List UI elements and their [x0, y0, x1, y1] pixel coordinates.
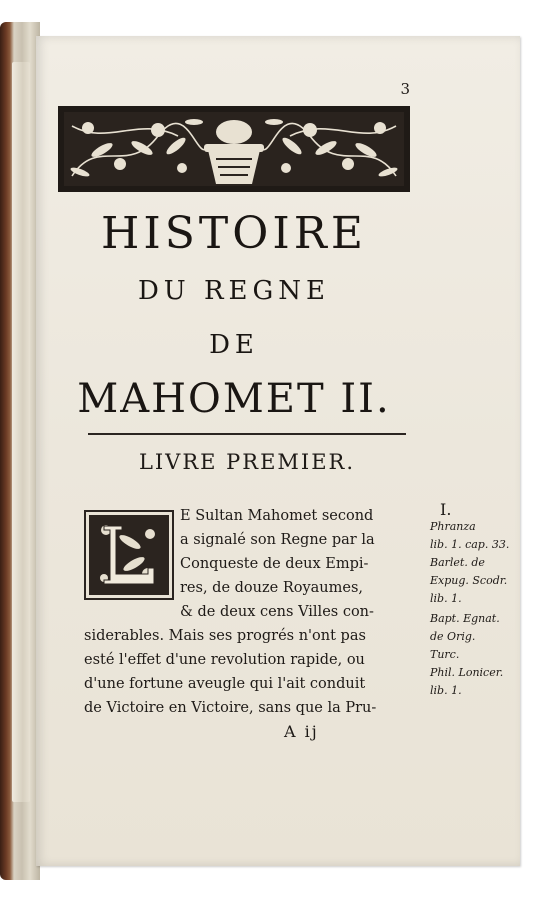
body-line: de Victoire en Victoire, sans que la Pru- — [84, 700, 377, 716]
margin-note: Turc. — [430, 648, 460, 661]
book-spine — [0, 22, 40, 880]
title-rule — [88, 433, 406, 435]
ornamental-dropcap-l — [84, 510, 174, 600]
margin-note: Expug. Scodr. — [430, 574, 508, 587]
margin-note: Barlet. de — [430, 556, 485, 569]
margin-note: lib. 1. cap. 33. — [430, 538, 510, 551]
margin-note: Bapt. Egnat. — [430, 612, 500, 625]
page-number: 3 — [400, 80, 410, 98]
body-line: Conqueste de deux Empi- — [180, 556, 369, 572]
body-line: a signalé son Regne par la — [180, 532, 375, 548]
margin-note: Phranza — [430, 520, 476, 533]
book-page — [36, 36, 520, 866]
body-line: d'une fortune aveugle qui l'ait conduit — [84, 676, 366, 692]
margin-note: lib. 1. — [430, 592, 462, 605]
margin-note: Phil. Lonicer. — [430, 666, 504, 679]
page-edges — [12, 62, 30, 802]
body-line: res, de douze Royaumes, — [180, 580, 364, 596]
title-line-mahomet: MAHOMET II. — [77, 376, 391, 422]
title-line-du-regne: DU REGNE — [137, 276, 331, 306]
title-line-de: DE — [209, 330, 259, 360]
margin-note: lib. 1. — [430, 684, 462, 697]
margin-note: de Orig. — [430, 630, 476, 643]
floral-headpiece-ornament — [58, 106, 410, 192]
body-line: siderables. Mais ses progrés n'ont pas — [84, 628, 366, 644]
title-line-histoire: HISTOIRE — [101, 208, 367, 259]
body-line: esté l'effet d'une revolution rapide, ou — [84, 652, 365, 668]
body-line: E Sultan Mahomet second — [180, 508, 374, 524]
book-heading: LIVRE PREMIER. — [138, 450, 356, 474]
body-line: & de deux cens Villes con- — [180, 604, 374, 620]
signature-mark: A ij — [284, 722, 319, 741]
margin-number: I. — [440, 500, 452, 519]
